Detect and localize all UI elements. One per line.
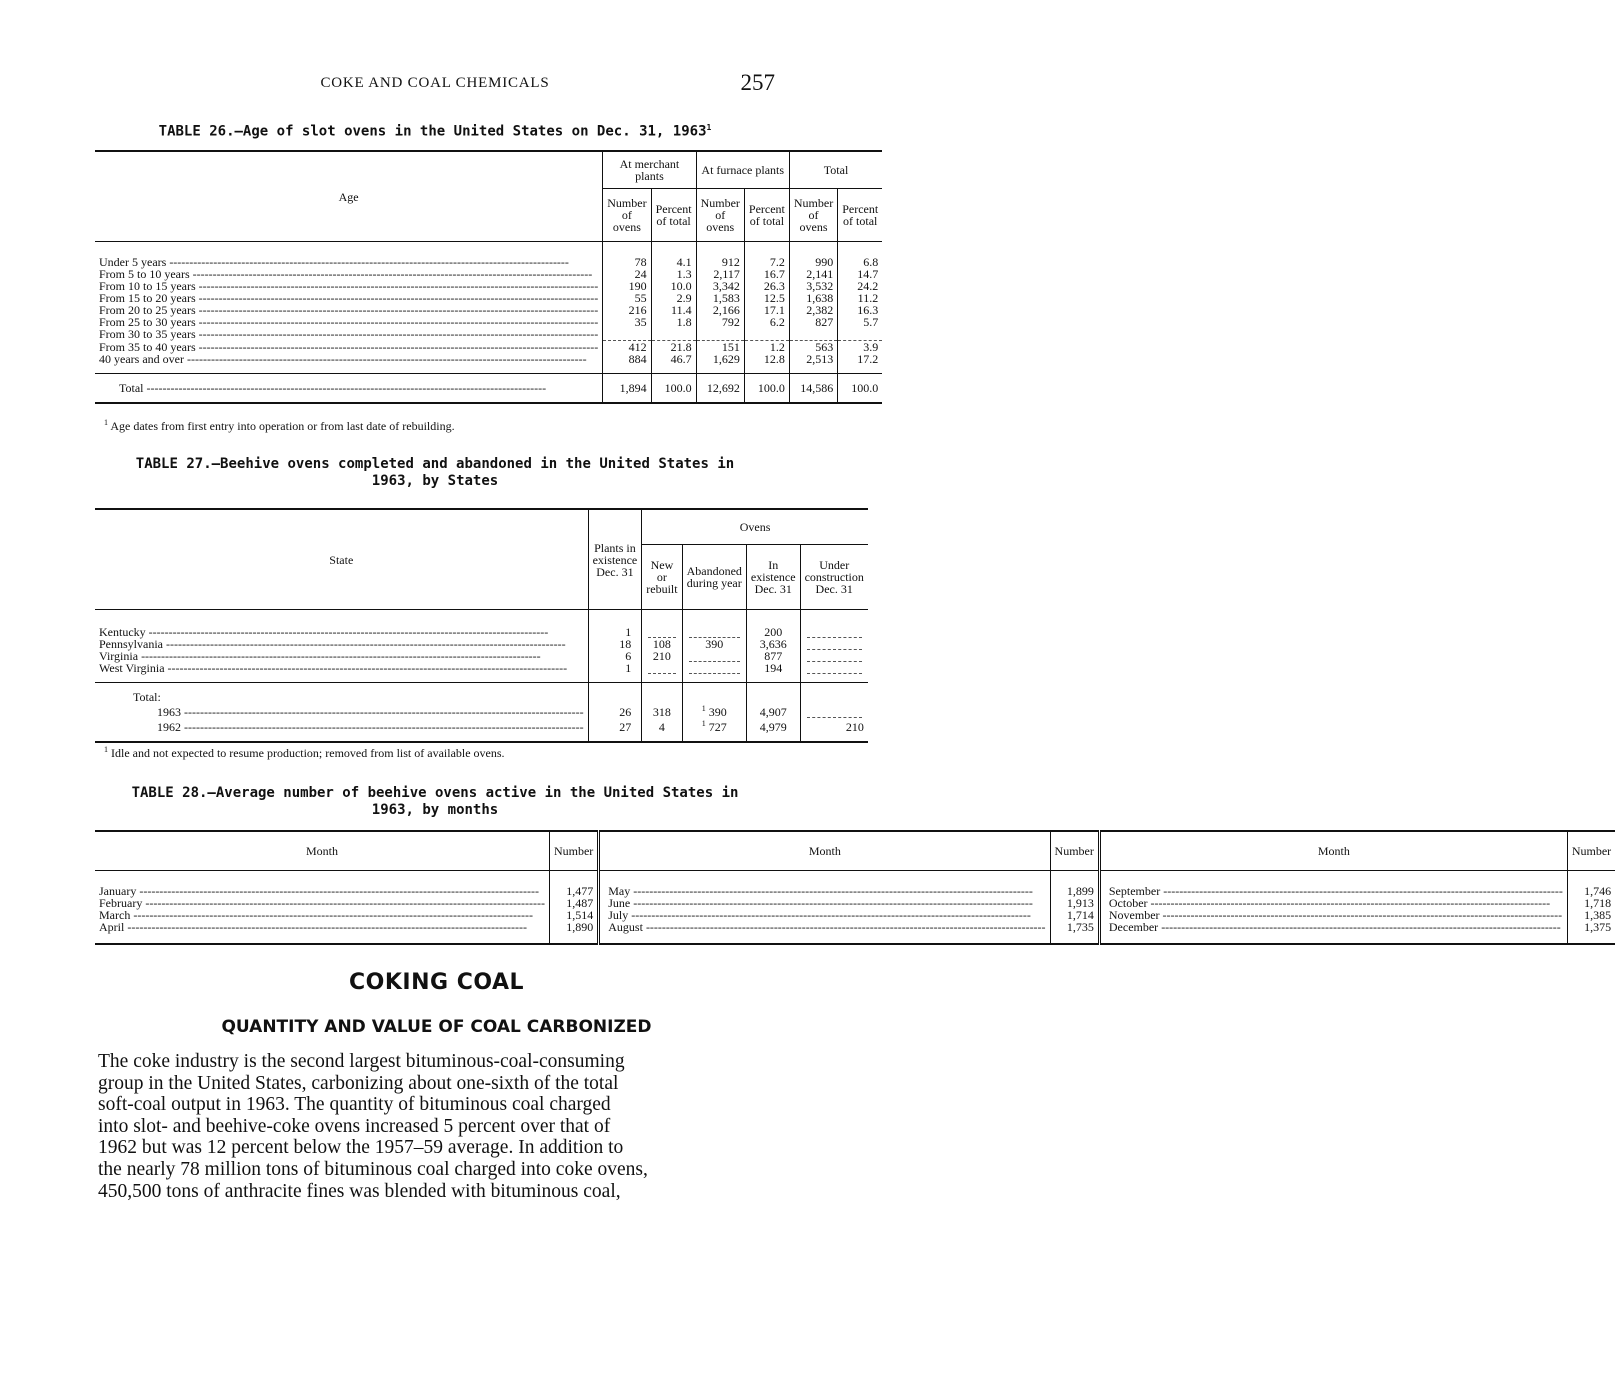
body-line: the nearly 78 million tons of bituminous coal charged into coke ovens,: [98, 1158, 648, 1180]
table28-col-number: Number: [1567, 831, 1615, 871]
table26-cell: 3,342: [696, 280, 744, 292]
table26-cell: 4.1: [651, 242, 696, 269]
table27-cell: [682, 610, 746, 639]
spacer: [95, 365, 603, 374]
body-paragraph: [98, 1051, 774, 1202]
table26-cell: 563: [789, 340, 837, 353]
table27-cell: 6: [588, 650, 642, 662]
table26-cell: 190: [603, 280, 651, 292]
table26-cell: 827: [789, 316, 837, 328]
table27-caption: TABLE 27.—Beehive ovens completed and abandoned in the United States in 1963, by States: [135, 456, 735, 489]
table28-row: [95, 921, 1615, 933]
table26-row-label: 40 years and over -----: [95, 353, 603, 365]
table27-group-ovens: Ovens: [642, 509, 868, 545]
table26-cell: 2,513: [789, 353, 837, 365]
table27-cell: [642, 610, 682, 639]
table27-cell: [800, 610, 868, 639]
table26-cell: 2,141: [789, 268, 837, 280]
table28-month: September -----: [1099, 871, 1567, 898]
table28-month: February -----: [95, 897, 549, 909]
table28-col-number: Number: [549, 831, 598, 871]
table28-col-number: Number: [1050, 831, 1099, 871]
table26-cell: 26.3: [744, 280, 789, 292]
table27-cell: [800, 650, 868, 662]
table26-cell: 412: [603, 340, 651, 353]
body-line: 1962 but was 12 percent below the 1957–59 average. In addition to: [98, 1137, 624, 1159]
table26-cell: 46.7: [651, 353, 696, 365]
table27-row-label: Kentucky -----: [95, 610, 588, 639]
table26-cell: [789, 328, 837, 340]
table28-month: March -----: [95, 909, 549, 921]
table26-cell: 792: [696, 316, 744, 328]
table27-total-row: [95, 718, 868, 733]
table28-month: April -----: [95, 921, 549, 933]
table27-cell: $^1$ 390: [682, 703, 746, 718]
table27-total-row: [95, 703, 868, 718]
table26-cell: [603, 328, 651, 340]
table27-cell: 210: [800, 718, 868, 733]
table26-row-label: Under 5 years -----: [95, 242, 603, 269]
table26-cell: 10.0: [651, 280, 696, 292]
table26-total-row: [95, 373, 882, 403]
table28-number: 1,746: [1567, 871, 1615, 898]
table27-cell: 3,636: [746, 638, 800, 650]
table26-row: [95, 242, 882, 269]
table26-row: [95, 328, 882, 340]
table26-cell: 2,382: [789, 304, 837, 316]
table26-cell: 7.2: [744, 242, 789, 269]
spacer: [588, 674, 642, 683]
table26-cell: 990: [789, 242, 837, 269]
table26-cell: [838, 328, 882, 340]
body-line: into slot- and beehive-coke ovens increased 5 percent over that of: [98, 1115, 611, 1137]
table26-group-furnace: At furnace plants: [696, 151, 789, 189]
table26-row-label: From 30 to 35 years -----: [95, 328, 603, 340]
table26-cell: 1.8: [651, 316, 696, 328]
table27-totals: [95, 703, 868, 733]
table27-total-year: 1963 -----: [95, 703, 588, 718]
table26-row-label: From 10 to 15 years -----: [95, 280, 603, 292]
table26-cell: 24: [603, 268, 651, 280]
table28-month: January -----: [95, 871, 549, 898]
table26-cell: 2,117: [696, 268, 744, 280]
table27-cell: 4,979: [746, 718, 800, 733]
table28-number: 1,890: [549, 921, 598, 933]
section-title: COKING COAL: [348, 970, 524, 995]
table26-sub-percent: Percent of total: [744, 189, 789, 242]
table27-cell: $^1$ 727: [682, 718, 746, 733]
table26-sub-number: Number of ovens: [789, 189, 837, 242]
table26-cell: 6.8: [838, 242, 882, 269]
table26-cell: 3.9: [838, 340, 882, 353]
table26-total-cell: 100.0: [744, 373, 789, 403]
table26-cell: 1.2: [744, 340, 789, 353]
table28-col-month: Month: [1099, 831, 1567, 871]
table28-col-month: Month: [599, 831, 1050, 871]
table26-cell: 2,166: [696, 304, 744, 316]
table28-month: June -----: [599, 897, 1050, 909]
table28-number: 1,514: [549, 909, 598, 921]
table26-row-label: From 35 to 40 years -----: [95, 340, 603, 353]
table26-body: [95, 242, 882, 374]
subsection-title: QUANTITY AND VALUE OF COAL CARBONIZED: [221, 1017, 652, 1037]
table26-cell: 6.2: [744, 316, 789, 328]
table27-cell: 108: [642, 638, 682, 650]
table26-cell: 12.5: [744, 292, 789, 304]
page-number: 257: [740, 70, 775, 95]
table26-cell: [744, 328, 789, 340]
table27-total-label: Total:: [133, 690, 161, 704]
table26-cell: 78: [603, 242, 651, 269]
table26-row-label: From 15 to 20 years -----: [95, 292, 603, 304]
table28-number: 1,477: [549, 871, 598, 898]
table27-col-new: New or rebuilt: [642, 545, 682, 610]
table27-col-abandoned: Abandoned during year: [682, 545, 746, 610]
table26-sub-percent: Percent of total: [838, 189, 882, 242]
spacer: [744, 365, 789, 374]
table26-cell: 21.8: [651, 340, 696, 353]
table27-row-label: Virginia -----: [95, 650, 588, 662]
table28-number: 1,735: [1050, 921, 1099, 933]
table28-month: October -----: [1099, 897, 1567, 909]
table26-row-label: From 25 to 30 years -----: [95, 316, 603, 328]
table28-month: August -----: [599, 921, 1050, 933]
table26-total-cell: 12,692: [696, 373, 744, 403]
table27-cell: 877: [746, 650, 800, 662]
table26-cell: 216: [603, 304, 651, 316]
table27-cell: [682, 662, 746, 674]
table26-cell: [696, 328, 744, 340]
table28-number: 1,714: [1050, 909, 1099, 921]
page-header: [95, 70, 775, 96]
table26-row: [95, 340, 882, 353]
table26-total-cell: 1,894: [603, 373, 651, 403]
table26-col-age: Age: [338, 189, 359, 204]
table27-cell: [800, 703, 868, 718]
table26-cell: 16.7: [744, 268, 789, 280]
table27-cell: 4,907: [746, 703, 800, 718]
table27-col-under: Under construction Dec. 31: [800, 545, 868, 610]
table26-group-total: Total: [789, 151, 882, 189]
table26-cell: 5.7: [838, 316, 882, 328]
table26-total-cell: 14,586: [789, 373, 837, 403]
table27-col-state: State: [95, 509, 588, 610]
table26-cell: 11.2: [838, 292, 882, 304]
table26: [95, 150, 882, 404]
table28-number: 1,899: [1050, 871, 1099, 898]
table26-cell: 55: [603, 292, 651, 304]
table26-cell: 912: [696, 242, 744, 269]
table27-cell: 200: [746, 610, 800, 639]
table28-row: [95, 871, 1615, 898]
table27-cell: 318: [642, 703, 682, 718]
table26-cell: 151: [696, 340, 744, 353]
table26-cell: 3,532: [789, 280, 837, 292]
table27-cell: [682, 650, 746, 662]
table26-cell: 35: [603, 316, 651, 328]
table27-cell: 18: [588, 638, 642, 650]
table27-cell: 1: [588, 662, 642, 674]
body-line: The coke industry is the second largest bituminous-coal-consuming: [98, 1051, 625, 1072]
table26-cell: [651, 328, 696, 340]
table26-cell: 884: [603, 353, 651, 365]
table26-cell: 17.1: [744, 304, 789, 316]
spacer: [800, 674, 868, 683]
spacer: [789, 365, 837, 374]
table26-cell: 1.3: [651, 268, 696, 280]
spacer: [696, 365, 744, 374]
table27-body: [95, 610, 868, 683]
spacer: [603, 365, 651, 374]
table27-cell: 1: [588, 610, 642, 639]
table26-sub-number: Number of ovens: [603, 189, 651, 242]
table27-row-label: West Virginia -----: [95, 662, 588, 674]
spacer: [838, 365, 882, 374]
table27-cell: 26: [588, 703, 642, 718]
table26-cell: 16.3: [838, 304, 882, 316]
table26-group-merchant: At merchant plants: [603, 151, 696, 189]
table27-total-heading: [95, 683, 868, 704]
table28-number: 1,385: [1567, 909, 1615, 921]
table26-cell: 24.2: [838, 280, 882, 292]
table27-row-label: Pennsylvania -----: [95, 638, 588, 650]
table26-total-cell: 100.0: [838, 373, 882, 403]
table27: [95, 508, 868, 743]
table27-cell: 390: [682, 638, 746, 650]
table26-cell: 17.2: [838, 353, 882, 365]
table28: [95, 830, 1615, 945]
table28-body: [95, 871, 1615, 934]
table26-footnote: $^1$ Age dates from first entry into operation or from last date of rebuilding.: [104, 418, 455, 433]
table27-col-plants: Plants in existence Dec. 31: [588, 509, 642, 610]
table28-number: 1,718: [1567, 897, 1615, 909]
table27-footnote: $^1$ Idle and not expected to resume production; removed from list of available ovens.: [104, 745, 505, 760]
table27-cell: [642, 662, 682, 674]
table27-cell: 27: [588, 718, 642, 733]
table26-cell: 2.9: [651, 292, 696, 304]
table27-col-existence: In existence Dec. 31: [746, 545, 800, 610]
table26-total-cell: 100.0: [651, 373, 696, 403]
table28-col-month: Month: [305, 844, 338, 858]
table26-sub-percent: Percent of total: [651, 189, 696, 242]
table26-row-label: From 20 to 25 years -----: [95, 304, 603, 316]
body-line: soft-coal output in 1963. The quantity of bituminous coal charged: [98, 1094, 611, 1116]
table27-cell: [800, 662, 868, 674]
body-line: group in the United States, carbonizing about one-sixth of the total: [98, 1072, 619, 1094]
spacer: [95, 674, 588, 683]
table28-caption: TABLE 28.—Average number of beehive ovens active in the United States in 1963, by months: [131, 785, 739, 818]
table27-total-year: 1962 -----: [95, 718, 588, 733]
spacer: [651, 365, 696, 374]
running-title: COKE AND COAL CHEMICALS: [320, 75, 550, 91]
table26-sub-number: Number of ovens: [696, 189, 744, 242]
table28-month: December -----: [1099, 921, 1567, 933]
spacer: [682, 674, 746, 683]
spacer: [746, 674, 800, 683]
table27-row: [95, 610, 868, 639]
table26-cell: 1,629: [696, 353, 744, 365]
table26-cell: 1,583: [696, 292, 744, 304]
table27-cell: 194: [746, 662, 800, 674]
table26-cell: 12.8: [744, 353, 789, 365]
table28-number: 1,487: [549, 897, 598, 909]
table26-total-label: Total -----: [95, 373, 603, 403]
table28-number: 1,375: [1567, 921, 1615, 933]
table26-row-label: From 5 to 10 years -----: [95, 268, 603, 280]
table27-cell: [800, 638, 868, 650]
table26-row: [95, 353, 882, 365]
table28-number: 1,913: [1050, 897, 1099, 909]
table27-cell: 210: [642, 650, 682, 662]
table26-cell: 14.7: [838, 268, 882, 280]
table27-cell: 4: [642, 718, 682, 733]
table28-month: November -----: [1099, 909, 1567, 921]
table26-caption: TABLE 26.—Age of slot ovens in the United States on Dec. 31, 1963$^1$: [158, 123, 712, 140]
table28-month: May -----: [599, 871, 1050, 898]
table26-cell: 11.4: [651, 304, 696, 316]
spacer: [642, 674, 682, 683]
table28-month: July -----: [599, 909, 1050, 921]
table27-row: [95, 662, 868, 674]
body-line: 450,500 tons of anthracite fines was blended with bituminous coal,: [98, 1180, 621, 1202]
table26-cell: 1,638: [789, 292, 837, 304]
